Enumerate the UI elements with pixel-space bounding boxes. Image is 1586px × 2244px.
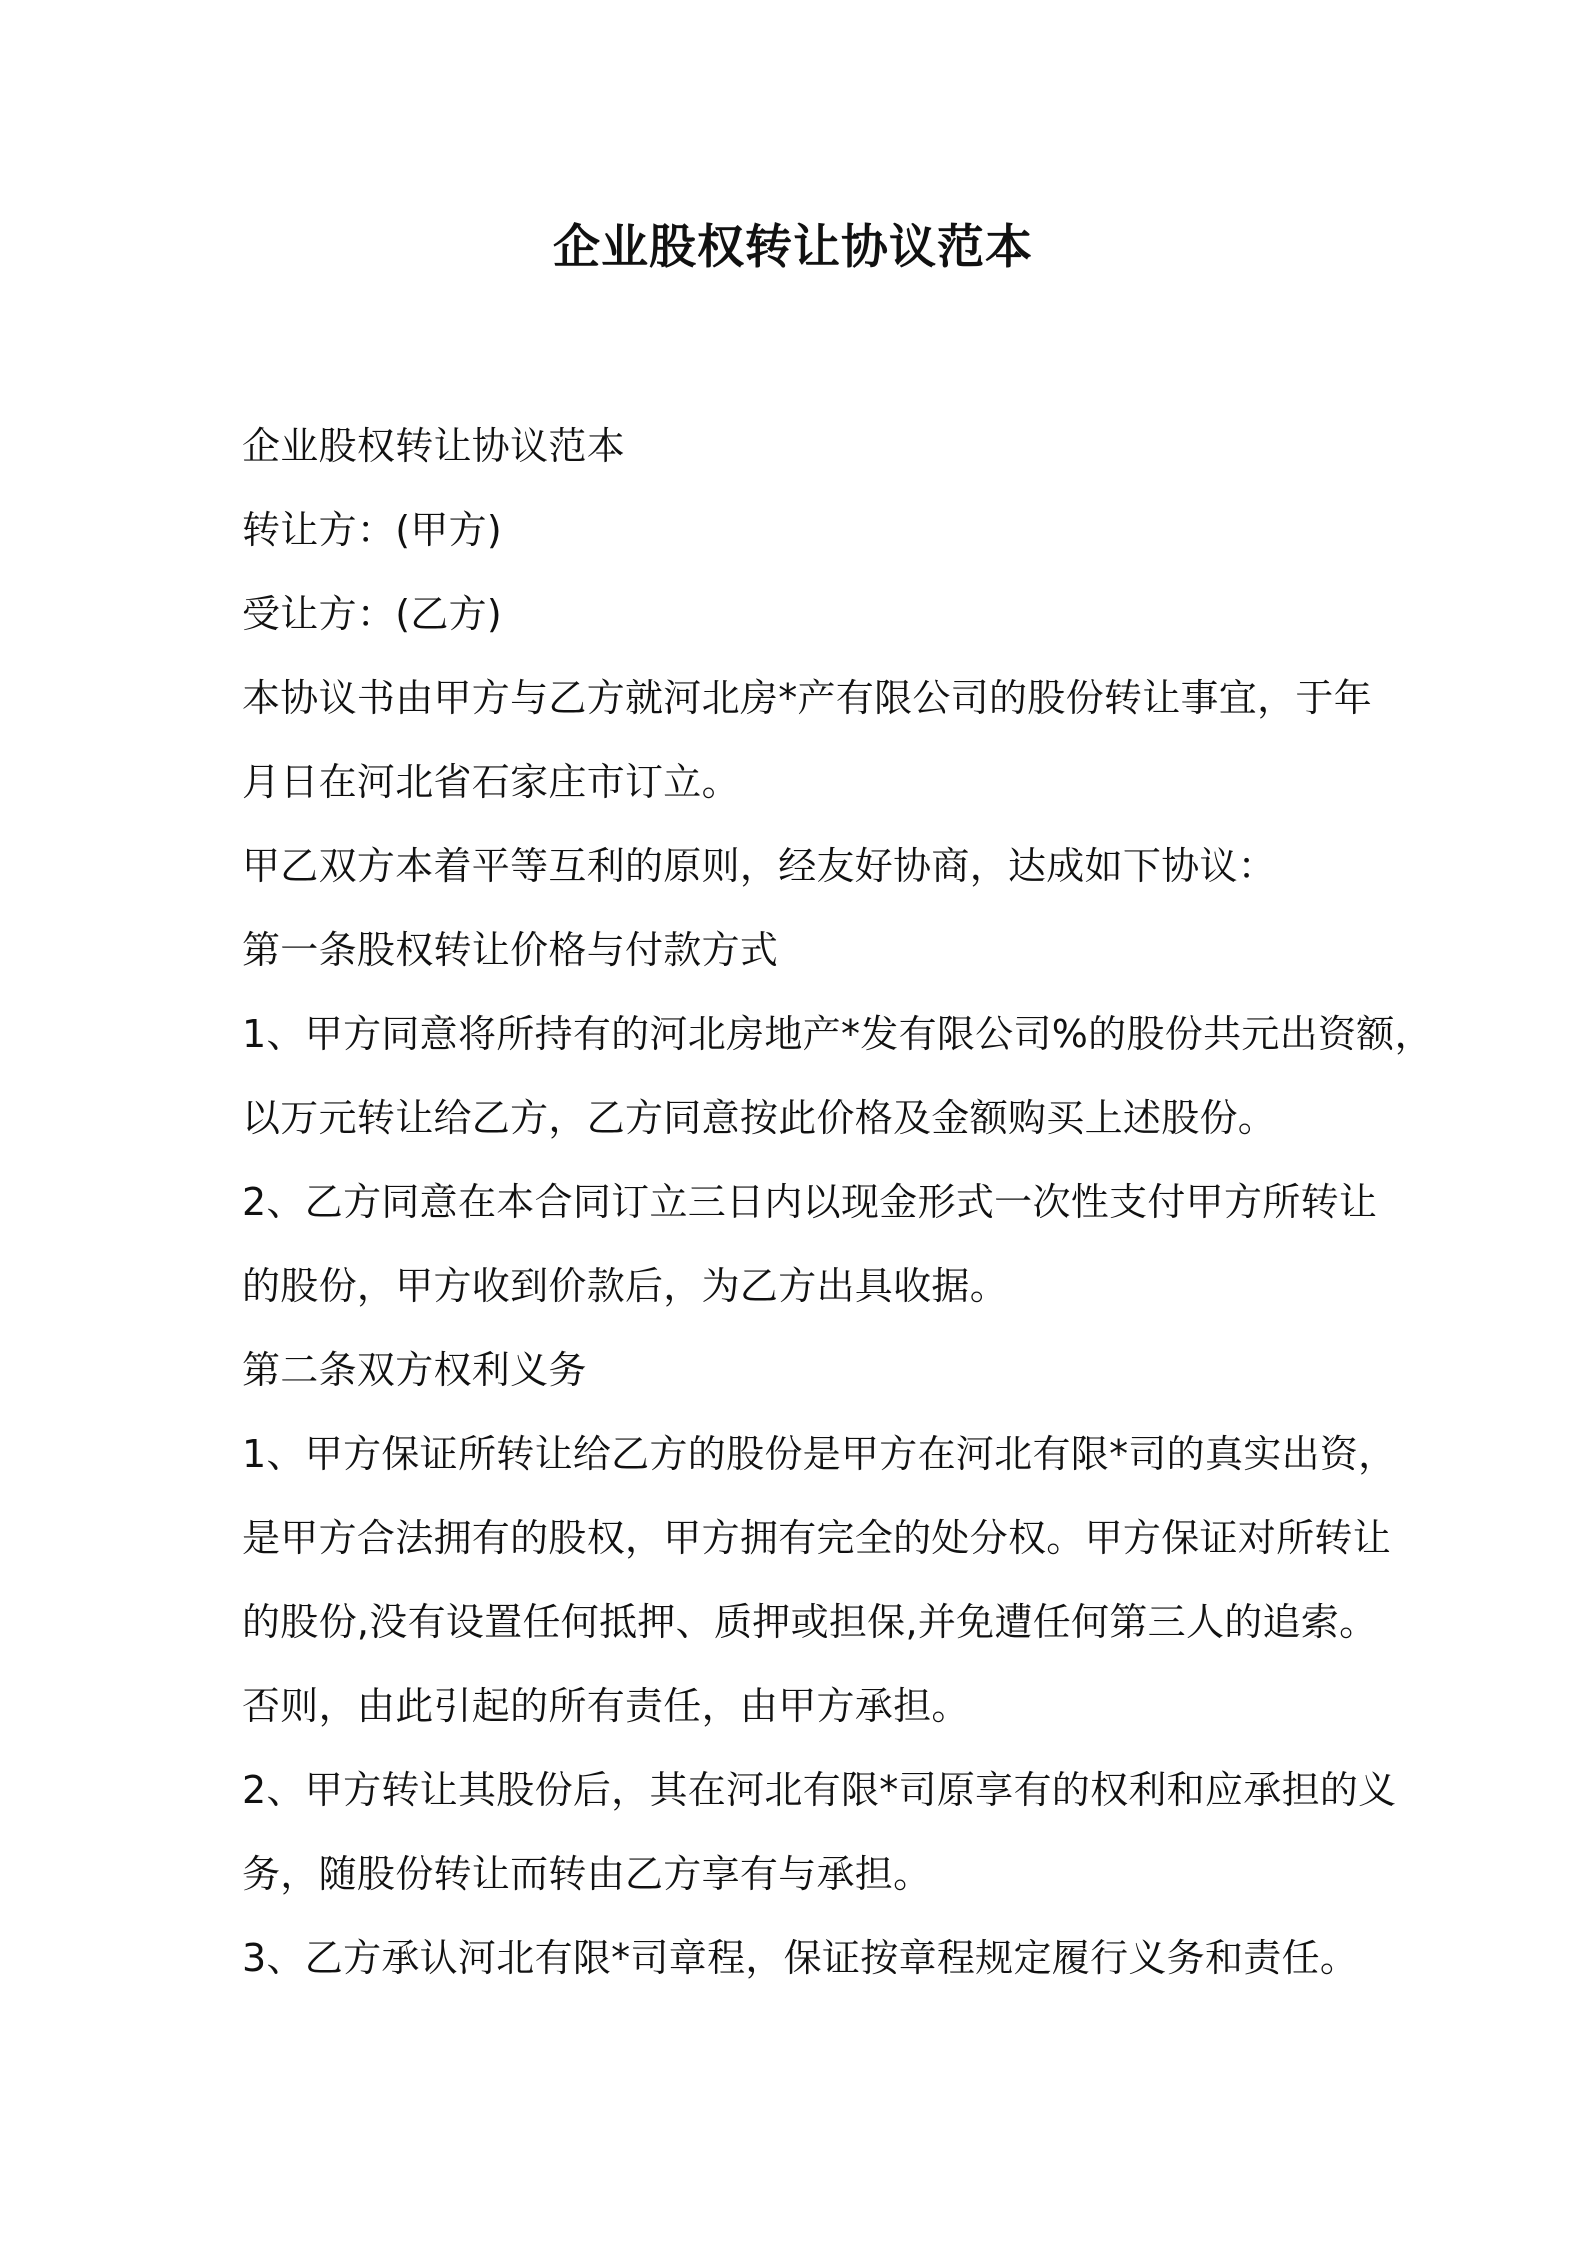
body-line: 甲乙双方本着平等互利的原则，经友好协商，达成如下协议： (242, 844, 1277, 888)
body-line: 是甲方合法拥有的股权，甲方拥有完全的处分权。甲方保证对所转让 (242, 1516, 1392, 1560)
body-line: 转让方：(甲方) (242, 508, 503, 552)
body-line: 1、甲方保证所转让给乙方的股份是甲方在河北有限*司的真实出资， (242, 1432, 1397, 1476)
body-line: 的股份，甲方收到价款后，为乙方出具收据。 (242, 1264, 1009, 1308)
body-line: 月日在河北省石家庄市订立。 (242, 760, 740, 804)
section-heading: 第一条股权转让价格与付款方式 (242, 928, 779, 972)
section-heading: 第二条双方权利义务 (242, 1348, 587, 1392)
document-title: 企业股权转让协议范本 (553, 220, 1033, 275)
body-line: 2、甲方转让其股份后，其在河北有限*司原享有的权利和应承担的义 (242, 1768, 1397, 1812)
body-line: 企业股权转让协议范本 (242, 424, 626, 468)
document-body (242, 404, 1433, 2000)
body-line: 1、甲方同意将所持有的河北房地产*发有限公司%的股份共元出资额， (242, 1012, 1433, 1056)
body-line: 2、乙方同意在本合同订立三日内以现金形式一次性支付甲方所转让 (242, 1180, 1378, 1224)
body-line: 务，随股份转让而转由乙方享有与承担。 (242, 1852, 932, 1896)
body-line: 受让方：(乙方) (242, 592, 503, 636)
body-line: 以万元转让给乙方，乙方同意按此价格及金额购买上述股份。 (242, 1096, 1277, 1140)
body-line: 本协议书由甲方与乙方就河北房*产有限公司的股份转让事宜，于年 (242, 676, 1373, 720)
body-line: 3、乙方承认河北有限*司章程，保证按章程规定履行义务和责任。 (242, 1936, 1359, 1980)
body-line: 的股份,没有设置任何抵押、质押或担保,并免遭任何第三人的追索。 (242, 1600, 1378, 1644)
body-line: 否则，由此引起的所有责任，由甲方承担。 (242, 1684, 970, 1728)
